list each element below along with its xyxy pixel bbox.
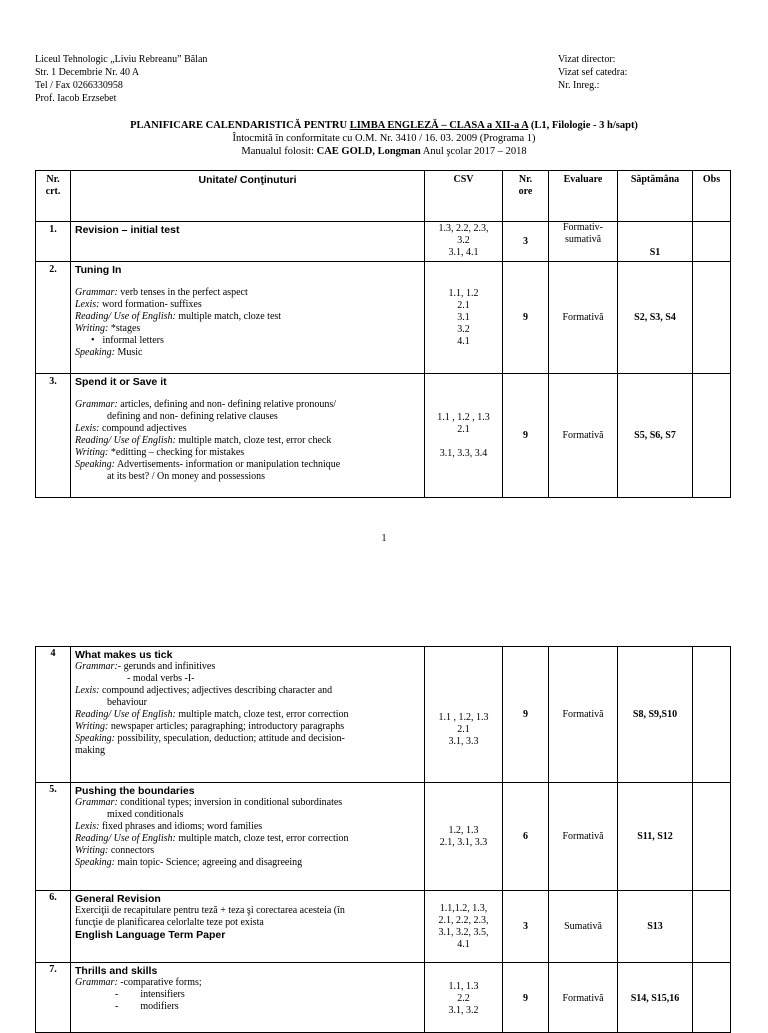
table-row xyxy=(36,963,731,1033)
document-title xyxy=(0,119,768,158)
row-csv: 1.1,1.2, 1.3, 2.1, 2.2, 2.3, 3.1, 3.2, 3.5, 4.1 xyxy=(425,891,503,963)
row-obs xyxy=(693,963,731,1033)
unit-title: General Revision xyxy=(75,893,161,905)
unit-content xyxy=(71,399,424,483)
approval-info xyxy=(558,53,627,92)
content-line xyxy=(75,435,424,447)
content-text: -comparative forms; xyxy=(117,977,202,988)
content-label: Speaking: xyxy=(75,733,115,744)
row-eval: Formativă xyxy=(549,374,618,498)
content-line xyxy=(75,447,424,459)
content-text: Advertisements- information or manipulation technique xyxy=(115,459,341,470)
content-line xyxy=(75,821,424,833)
row-obs xyxy=(693,262,731,374)
row-obs xyxy=(693,374,731,498)
content-text: multiple match, cloze test, error correction xyxy=(175,709,349,720)
row-nr: 6. xyxy=(36,891,71,963)
content-text: conditional types; inversion in conditional subordinates xyxy=(117,797,343,808)
school-year: Anul şcolar 2017 – 2018 xyxy=(420,146,527,157)
col-unit: Unitate/ Conţinuturi xyxy=(71,171,425,222)
content-text: compound adjectives; adjectives describing character and xyxy=(99,685,333,696)
approval-director: Vizat director: xyxy=(558,54,616,65)
content-text: multiple match, cloze test, error correction xyxy=(175,833,349,844)
content-line: • informal letters xyxy=(75,335,424,347)
unit-title: Revision – initial test xyxy=(75,224,180,236)
row-obs xyxy=(693,783,731,891)
content-line xyxy=(75,709,424,721)
content-text: main topic- Science; agreeing and disagreeing xyxy=(115,857,303,868)
table-row xyxy=(36,891,731,963)
school-address: Str. 1 Decembrie Nr. 40 A xyxy=(35,67,140,78)
content-text: multiple match, cloze test, error check xyxy=(175,435,332,446)
row-eval: Formativă xyxy=(549,647,618,783)
row-sapt: S14, S15,16 xyxy=(618,963,693,1033)
unit-title: What makes us tick xyxy=(75,649,173,661)
manual-label: Manualul folosit: xyxy=(241,146,317,157)
row-nr: 4 xyxy=(36,647,71,783)
row-unit xyxy=(71,963,425,1033)
content-label: Writing: xyxy=(75,323,109,334)
content-line xyxy=(75,287,424,299)
content-line xyxy=(75,459,424,471)
row-csv: 1.1, 1.2 2.1 3.1 3.2 4.1 xyxy=(425,262,503,374)
content-label: Speaking: xyxy=(75,347,115,358)
col-ore: Nr. ore xyxy=(503,171,549,222)
content-text: word formation- suffixes xyxy=(99,299,202,310)
content-label: Lexis: xyxy=(75,423,100,434)
content-line xyxy=(75,833,424,845)
row-eval: Formativă xyxy=(549,262,618,374)
row-ore: 3 xyxy=(503,222,549,262)
row-ore: 3 xyxy=(503,891,549,963)
content-text: - gerunds and infinitives xyxy=(117,661,216,672)
col-sapt: Săptămâna xyxy=(618,171,693,222)
content-line xyxy=(75,733,424,745)
row-eval: Formativ- sumativă xyxy=(549,222,618,262)
content-text: *stages xyxy=(108,323,141,334)
unit-title: Pushing the boundaries xyxy=(75,785,195,797)
row-nr: 1. xyxy=(36,222,71,262)
row-csv: 1.1 , 1.2, 1.3 2.1 3.1, 3.3 xyxy=(425,647,503,783)
content-line: - modal verbs -I- xyxy=(127,673,195,684)
row-unit xyxy=(71,374,425,498)
content-line: mixed conditionals xyxy=(107,809,184,820)
col-csv: CSV xyxy=(425,171,503,222)
table-row xyxy=(36,783,731,891)
content-label: Grammar: xyxy=(75,977,118,988)
content-label: Grammar: xyxy=(75,287,118,298)
content-text: articles, defining and non- defining relative pronouns/ xyxy=(117,399,337,410)
row-ore: 9 xyxy=(503,374,549,498)
content-line xyxy=(75,323,424,335)
term-paper-label: English Language Term Paper xyxy=(75,929,226,941)
page-number: 1 xyxy=(381,533,387,544)
row-obs xyxy=(693,891,731,963)
content-line xyxy=(75,845,424,857)
content-label: Reading/ Use of English: xyxy=(75,833,176,844)
row-nr: 3. xyxy=(36,374,71,498)
row-csv: 1.1, 1.3 2.2 3.1, 3.2 xyxy=(425,963,503,1033)
content-line xyxy=(75,977,424,989)
unit-content xyxy=(71,287,424,359)
row-sapt: S2, S3, S4 xyxy=(618,262,693,374)
row-csv: 1.1 , 1.2 , 1.3 2.1 3.1, 3.3, 3.4 xyxy=(425,374,503,498)
content-label: Writing: xyxy=(75,447,109,458)
content-label: Grammar: xyxy=(75,797,118,808)
content-label: Writing: xyxy=(75,845,109,856)
row-sapt: S1 xyxy=(618,222,693,262)
content-line xyxy=(75,857,424,869)
title-subline: Întocmită în conformitate cu O.M. Nr. 3410 / 16. 03. 2009 (Programa 1) xyxy=(232,133,536,144)
row-sapt: S8, S9,S10 xyxy=(618,647,693,783)
table-row xyxy=(36,647,731,783)
content-text: fixed phrases and idioms; word families xyxy=(99,821,263,832)
row-eval: Formativă xyxy=(549,783,618,891)
col-obs: Obs xyxy=(693,171,731,222)
unit-content: Exerciţii de recapitulare pentru teză + teza şi corectarea acesteia (în funcţie de planificarea celorlalte teze pot exista English Language Term Paper xyxy=(71,905,424,941)
row-unit xyxy=(71,783,425,891)
content-line: behaviour xyxy=(107,697,147,708)
unit-title: Thrills and skills xyxy=(75,965,158,977)
row-unit xyxy=(71,647,425,783)
content-line xyxy=(75,311,424,323)
content-text: *editting – checking for mistakes xyxy=(108,447,245,458)
row-csv: 1.2, 1.3 2.1, 3.1, 3.3 xyxy=(425,783,503,891)
plan-table-page2 xyxy=(35,646,731,1033)
content-line xyxy=(75,797,424,809)
content-text: verb tenses in the perfect aspect xyxy=(117,287,248,298)
unit-content xyxy=(71,661,424,757)
content-line xyxy=(75,721,424,733)
content-label: Grammar: xyxy=(75,399,118,410)
title-part-b: LIMBA ENGLEZĂ – CLASA a XII-a A xyxy=(349,120,529,131)
content-label: Grammar: xyxy=(75,661,118,672)
title-part-a: PLANIFICARE CALENDARISTICĂ PENTRU xyxy=(130,120,350,131)
content-line: at its best? / On money and possessions xyxy=(107,471,266,482)
content-line xyxy=(75,347,424,359)
registration-number: Nr. Inreg.: xyxy=(558,80,600,91)
content-line xyxy=(75,661,424,673)
row-unit xyxy=(71,222,425,262)
col-nr: Nr. crt. xyxy=(36,171,71,222)
table-row xyxy=(36,374,731,498)
row-sapt: S11, S12 xyxy=(618,783,693,891)
row-obs xyxy=(693,647,731,783)
school-phone: Tel / Fax 0266330958 xyxy=(35,80,123,91)
table-header-row xyxy=(36,171,731,222)
content-label: Speaking: xyxy=(75,857,115,868)
content-line xyxy=(75,299,424,311)
row-ore: 9 xyxy=(503,963,549,1033)
row-sapt: S13 xyxy=(618,891,693,963)
content-label: Reading/ Use of English: xyxy=(75,311,176,322)
row-sapt: S5, S6, S7 xyxy=(618,374,693,498)
school-name: Liceul Tehnologic „Liviu Rebreanu” Bălan xyxy=(35,54,208,65)
content-line xyxy=(75,399,424,411)
row-ore: 9 xyxy=(503,262,549,374)
row-ore: 6 xyxy=(503,783,549,891)
table-row xyxy=(36,222,731,262)
row-csv: 1.3, 2.2, 2.3, 3.2 3.1, 4.1 xyxy=(425,222,503,262)
content-line: making xyxy=(75,745,105,756)
approval-head: Vizat sef catedra: xyxy=(558,67,628,78)
table-row xyxy=(36,262,731,374)
manual-name: CAE GOLD, Longman xyxy=(316,146,421,157)
content-line: defining and non- defining relative clauses xyxy=(107,411,278,422)
content-label: Reading/ Use of English: xyxy=(75,709,176,720)
row-unit xyxy=(71,262,425,374)
content-line xyxy=(75,423,424,435)
content-label: Lexis: xyxy=(75,685,100,696)
row-nr: 2. xyxy=(36,262,71,374)
content-text: possibility, speculation, deduction; attitude and decision- xyxy=(115,733,345,744)
content-text: multiple match, cloze test xyxy=(175,311,282,322)
unit-content xyxy=(71,797,424,869)
unit-content xyxy=(71,977,424,1013)
row-nr: 5. xyxy=(36,783,71,891)
content-label: Lexis: xyxy=(75,299,100,310)
content-text: newspaper articles; paragraphing; introductory paragraphs xyxy=(108,721,345,732)
teacher-name: Prof. Iacob Erzsebet xyxy=(35,93,117,104)
row-eval: Formativă xyxy=(549,963,618,1033)
content-text: compound adjectives xyxy=(99,423,187,434)
unit-title: Spend it or Save it xyxy=(75,376,167,388)
row-eval: Sumativă xyxy=(549,891,618,963)
school-info xyxy=(35,53,207,105)
col-eval: Evaluare xyxy=(549,171,618,222)
row-obs xyxy=(693,222,731,262)
row-nr: 7. xyxy=(36,963,71,1033)
title-part-c: (L1, Filologie - 3 h/sapt) xyxy=(528,120,638,131)
content-label: Reading/ Use of English: xyxy=(75,435,176,446)
plan-table-page1 xyxy=(35,170,731,498)
unit-title: Tuning In xyxy=(75,264,122,276)
content-text: Music xyxy=(115,347,143,358)
content-line: - intensifiers xyxy=(75,989,424,1001)
content-label: Lexis: xyxy=(75,821,100,832)
content-label: Speaking: xyxy=(75,459,115,470)
content-line: - modifiers xyxy=(75,1001,424,1013)
content-text: connectors xyxy=(108,845,155,856)
content-line xyxy=(75,685,424,697)
row-unit xyxy=(71,891,425,963)
row-ore: 9 xyxy=(503,647,549,783)
content-label: Writing: xyxy=(75,721,109,732)
